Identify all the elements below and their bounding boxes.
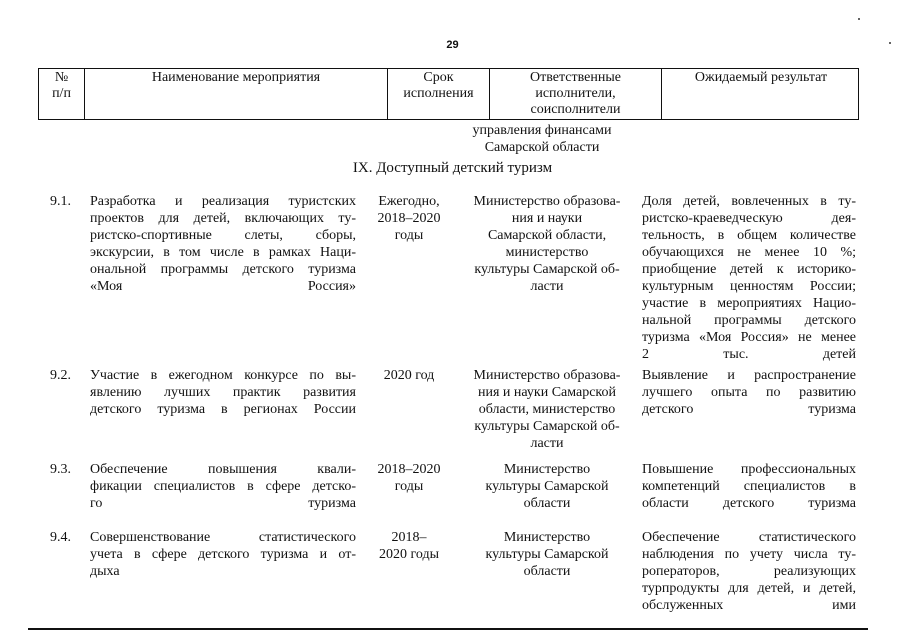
header-term: Срок исполнения bbox=[387, 69, 489, 120]
row-term: 2020 год bbox=[383, 368, 435, 383]
page-number: 29 bbox=[446, 39, 459, 51]
header-result: Ожидаемый результат bbox=[661, 69, 860, 120]
row-result: Доля детей, вовлеченных в ту- ристско-краеведческую дея- тельность, в общем количестве обучающихся не менее 10 %; приобщение детей к историко- культурным ценностям России; участие в мероприятиях Нацио- нальной программы детского туризма «Моя Россия» не менее 2 тыс. детей bbox=[642, 194, 856, 362]
header-responsible: Ответственные исполнители, соисполнители bbox=[489, 69, 661, 120]
row-name: Участие в ежегодном конкурсе по вы- явлению лучших практик развития детского туризма в регионах России bbox=[90, 368, 356, 417]
row-result: Повышение профессиональных компетенций специалистов в области детского туризма bbox=[642, 462, 856, 511]
header-name: Наименование мероприятия bbox=[84, 69, 387, 120]
row-responsible: Министерство культуры Самарской области bbox=[485, 462, 609, 511]
row-name: Обеспечение повышения квали- фикации специалистов в сфере детско- го туризма bbox=[90, 462, 356, 511]
row-num: 9.3. bbox=[50, 462, 71, 477]
scan-speck bbox=[889, 42, 891, 44]
scan-speck bbox=[858, 18, 860, 20]
table-header bbox=[38, 68, 859, 120]
row-term: Ежегодно, 2018–2020 годы bbox=[377, 194, 441, 243]
header-num: № п/п bbox=[52, 70, 71, 101]
row-name: Совершенствование статистического учета в сфере детского туризма и от- дыха bbox=[90, 530, 356, 579]
bottom-rule bbox=[28, 628, 868, 630]
row-num: 9.4. bbox=[50, 530, 71, 545]
row-result: Выявление и распространение лучшего опыта по развитию детского туризма bbox=[642, 368, 856, 417]
row-responsible: Министерство образова- ния и науки Самарской области, министерство культуры Самарской об- ласти bbox=[473, 368, 621, 451]
section-title: IX. Доступный детский туризм bbox=[352, 160, 553, 176]
row-result: Обеспечение статистического наблюдения по учету числа ту- роператоров, реализующих турпродукты для детей, и детей, обслуженных ими bbox=[642, 530, 856, 613]
row-term: 2018– 2020 годы bbox=[378, 530, 440, 562]
row-responsible: Министерство культуры Самарской области bbox=[485, 530, 609, 579]
row-num: 9.1. bbox=[50, 194, 71, 209]
row-num: 9.2. bbox=[50, 368, 71, 383]
carryover-responsible: управления финансами Самарской области bbox=[472, 123, 612, 155]
row-responsible: Министерство образова- ния и науки Самарской области, министерство культуры Самарской об- ласти bbox=[473, 194, 621, 294]
row-name: Разработка и реализация туристских проектов для детей, включающих ту- ристско-спортивные слеты, сборы, экскурсии, в том числе в рамках Наци- ональной программы детского туризма «Моя Россия» bbox=[90, 194, 356, 294]
row-term: 2018–2020 годы bbox=[377, 462, 441, 494]
